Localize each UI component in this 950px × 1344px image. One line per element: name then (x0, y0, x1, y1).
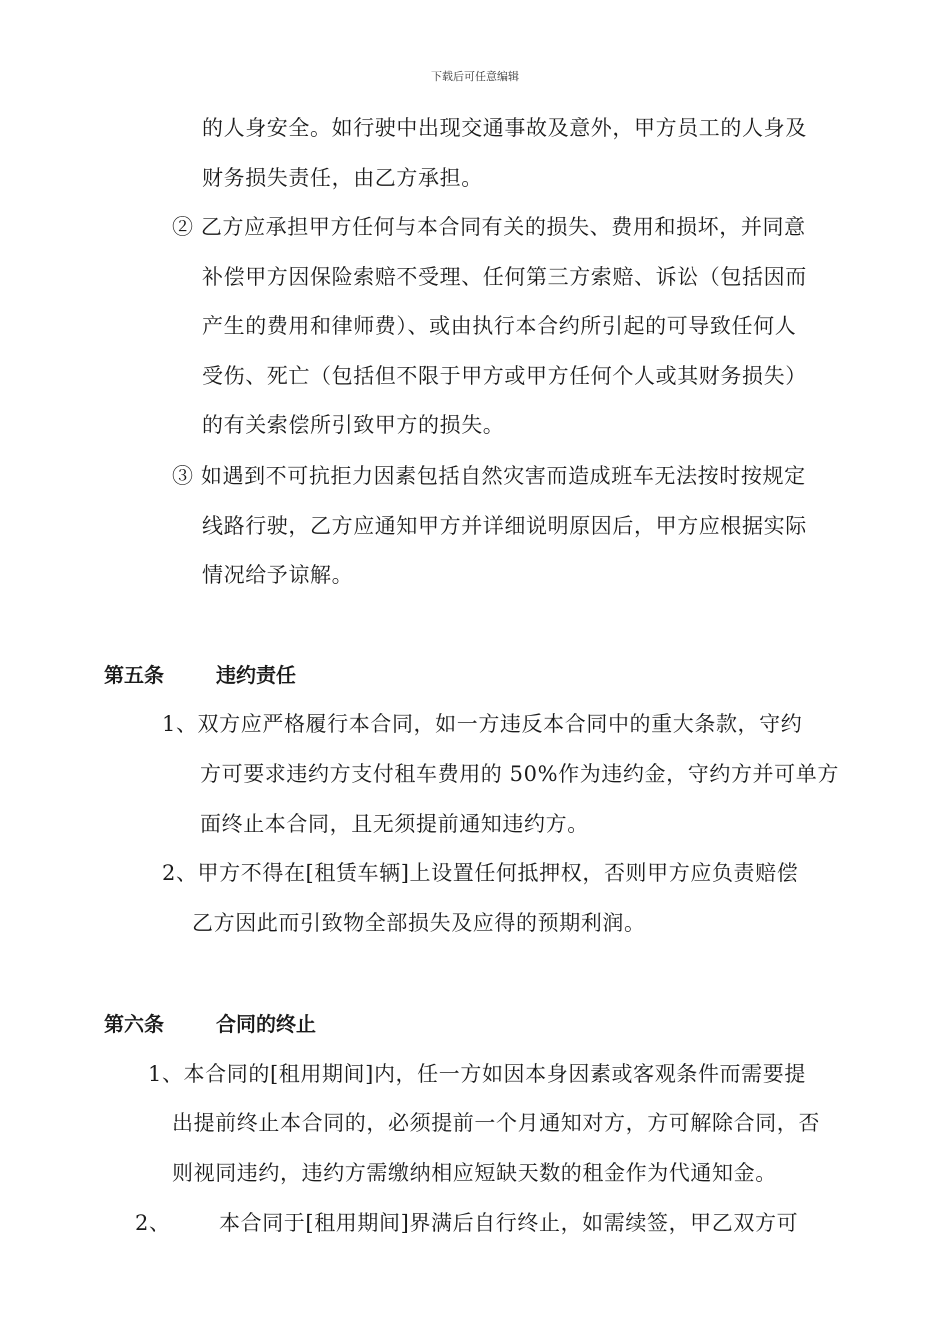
clause-line: 1、双方应严格履行本合同，如一方违反本合同中的重大条款，守约 (162, 712, 803, 736)
article-5-heading (104, 660, 296, 690)
clause-number: 2、 (135, 1211, 171, 1235)
paragraph-line: 受伤、死亡（包括但不限于甲方或甲方任何个人或其财务损失） (202, 364, 807, 388)
list-item-2-line: ② 乙方应承担甲方任何与本合同有关的损失、费用和损坏，并同意 (172, 215, 806, 239)
paragraph-line: 线路行驶，乙方应通知甲方并详细说明原因后，甲方应根据实际 (202, 514, 807, 538)
paragraph-line: 情况给予谅解。 (202, 563, 354, 587)
clause-line: 乙方因此而引致物全部损失及应得的预期利润。 (192, 911, 646, 935)
article-number: 第五条 (104, 663, 164, 687)
paragraph-line: 产生的费用和律师费）、或由执行本合约所引起的可导致任何人 (202, 314, 797, 338)
clause-line: 出提前终止本合同的，必须提前一个月通知对方，方可解除合同，否 (172, 1111, 820, 1135)
list-item-3-line: ③ 如遇到不可抗拒力因素包括自然灾害而造成班车无法按时按规定 (172, 464, 806, 488)
paragraph-line: 的有关索偿所引致甲方的损失。 (202, 413, 505, 437)
clause-line: 本合同于[租用期间]界满后自行终止，如需续签，甲乙双方可 (219, 1211, 799, 1235)
paragraph-line: 的人身安全。如行驶中出现交通事故及意外，甲方员工的人身及 (202, 116, 807, 140)
article-title: 合同的终止 (216, 1012, 316, 1036)
paragraph-line: 补偿甲方因保险索赔不受理、任何第三方索赔、诉讼（包括因而 (202, 265, 807, 289)
clause-line: 则视同违约，违约方需缴纳相应短缺天数的租金作为代通知金。 (172, 1161, 777, 1185)
clause-line: 方可要求违约方支付租车费用的 50%作为违约金，守约方并可单方 (200, 762, 839, 786)
paragraph-line: 财务损失责任，由乙方承担。 (202, 166, 483, 190)
article-number: 第六条 (104, 1012, 164, 1036)
article-title: 违约责任 (216, 663, 296, 687)
clause-line: 1、本合同的[租用期间]内，任一方如因本身因素或客观条件而需要提 (148, 1062, 806, 1086)
article-6-heading (104, 1009, 316, 1039)
clause-line: 2、甲方不得在[租赁车辆]上设置任何抵押权，否则甲方应负责赔偿 (162, 861, 799, 885)
page-header: 下载后可任意编辑 (431, 70, 519, 83)
clause-line: 面终止本合同，且无须提前通知违约方。 (200, 812, 589, 836)
